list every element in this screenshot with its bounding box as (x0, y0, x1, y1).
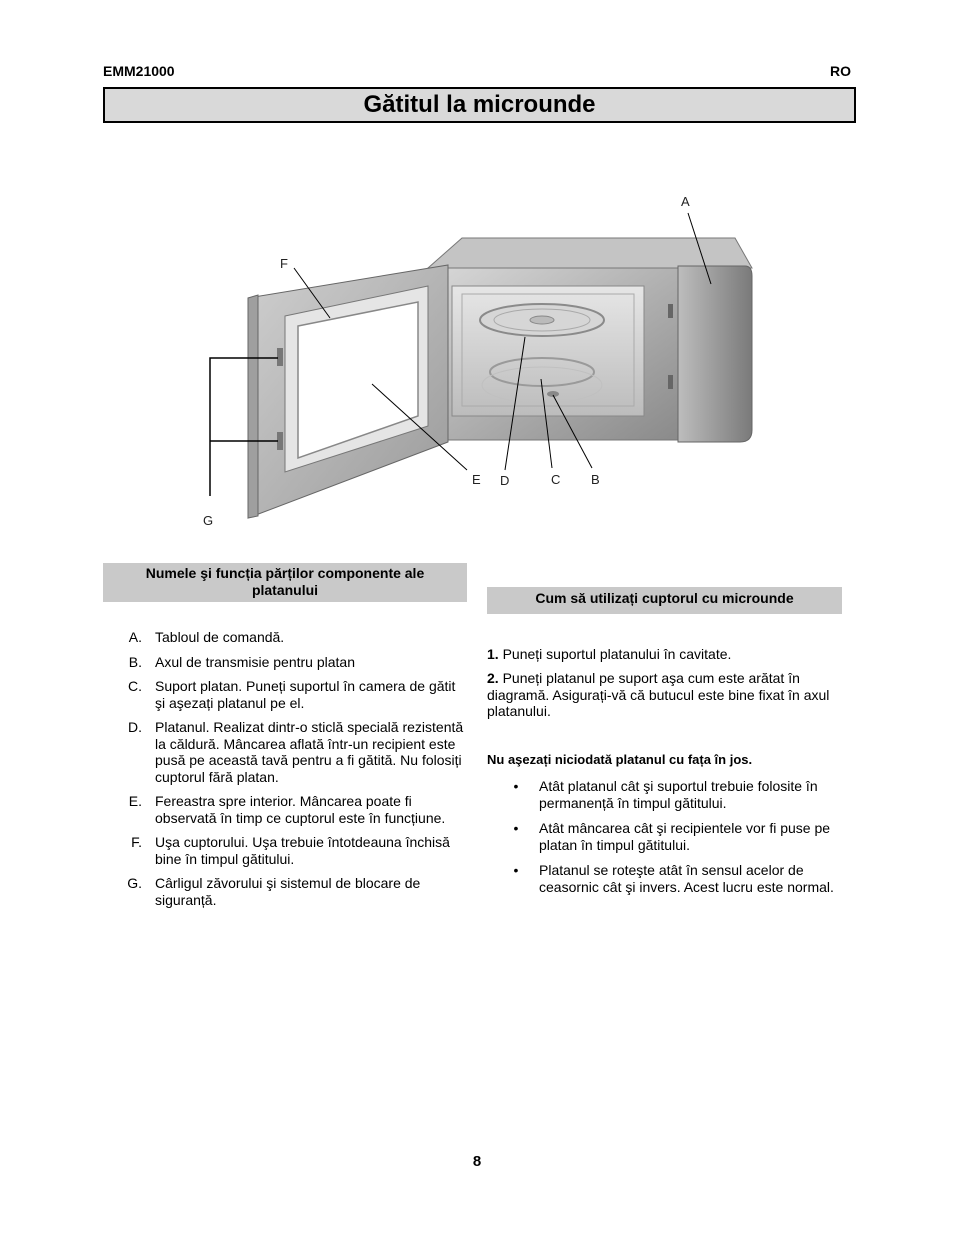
item-text: Platanul. Realizat dintr-o sticlă specială rezistentă la căldură. Mâncarea aflată într-un recipient este pusă pe această tavă pentru a fi gătită. Nu folosiți cuptorul fără platan. (155, 719, 464, 785)
label-b: B (591, 472, 600, 487)
language-code: RO (830, 63, 851, 79)
list-item (487, 820, 853, 853)
bullet-icon: • (513, 820, 519, 836)
model-number: EMM21000 (103, 63, 175, 79)
usage-section-heading: Cum să utilizați cuptorul cu microunde (487, 587, 842, 614)
page-title: Gătitul la microunde (363, 91, 596, 118)
usage-bullets (487, 778, 853, 904)
step-1 (487, 646, 853, 663)
microwave-diagram (180, 180, 780, 540)
control-panel (678, 266, 752, 442)
list-item (103, 834, 468, 867)
latch-slot-bottom (668, 375, 673, 389)
list-item (103, 793, 468, 826)
item-text: Axul de transmisie pentru platan (155, 653, 355, 670)
label-g: G (203, 513, 214, 528)
drive-shaft (547, 391, 559, 397)
parts-list (103, 629, 468, 916)
parts-section-heading (103, 563, 467, 602)
door-hook-top (277, 348, 283, 366)
list-item (103, 629, 468, 646)
item-letter: F. (131, 834, 142, 850)
warning-text: Nu aşezați niciodată platanul cu fața în jos. (487, 752, 753, 767)
list-item (487, 778, 853, 811)
item-letter: A. (128, 629, 142, 645)
list-item (103, 654, 468, 671)
step-1-number: 1. (487, 646, 499, 662)
item-text: Fereastra spre interior. Mâncarea poate fi observată în timp ce cuptorul este în funcțiune. (155, 793, 446, 826)
parts-heading-line2: platanului (251, 582, 319, 598)
item-letter: G. (127, 875, 142, 891)
label-d: D (500, 473, 510, 488)
label-f: F (280, 256, 288, 271)
bullet-text: Atât platanul cât şi suportul trebuie folosite în permanență în timpul gătitului. (539, 778, 818, 811)
list-item (103, 678, 468, 711)
bullet-icon: • (513, 862, 519, 878)
parts-heading-line1: Numele şi funcția părților componente ale (145, 565, 425, 581)
item-letter: D. (128, 719, 142, 735)
bullet-text: Atât mâncarea cât şi recipientele vor fi puse pe platan în timpul gătitului. (539, 820, 831, 853)
item-text: Uşa cuptorului. Uşa trebuie întotdeauna închisă bine în timpul gătitului. (155, 834, 450, 867)
page-title-box (103, 87, 856, 123)
list-item (103, 875, 468, 908)
latch-slot-top (668, 304, 673, 318)
cabinet-top (428, 238, 752, 268)
item-text: Suport platan. Puneți suportul în camera de gătit şi aşezați platanul pe el. (155, 678, 456, 711)
label-e: E (472, 472, 481, 487)
step-2-number: 2. (487, 670, 499, 686)
item-letter: E. (128, 793, 142, 809)
label-a: A (681, 194, 690, 209)
bullet-text: Platanul se roteşte atât în sensul acelor de ceasornic cât şi invers. Acest lucru este normal. (539, 862, 834, 895)
label-c: C (551, 472, 561, 487)
item-text: Cârligul zăvorului şi sistemul de blocare de siguranță. (155, 875, 421, 908)
item-letter: B. (128, 653, 142, 670)
page-number: 8 (472, 1153, 482, 1170)
bullet-icon: • (513, 778, 519, 794)
item-text: Tabloul de comandă. (155, 629, 285, 645)
item-letter: C. (128, 678, 142, 694)
list-item (103, 719, 468, 785)
list-item (487, 862, 853, 895)
step-2-text: Puneți platanul pe suport aşa cum este arătat în diagramă. Asigurați-vă că butucul este bine fixat în axul platanului. (487, 670, 830, 719)
step-2 (487, 670, 853, 720)
step-1-text: Puneți suportul platanului în cavitate. (502, 646, 732, 662)
